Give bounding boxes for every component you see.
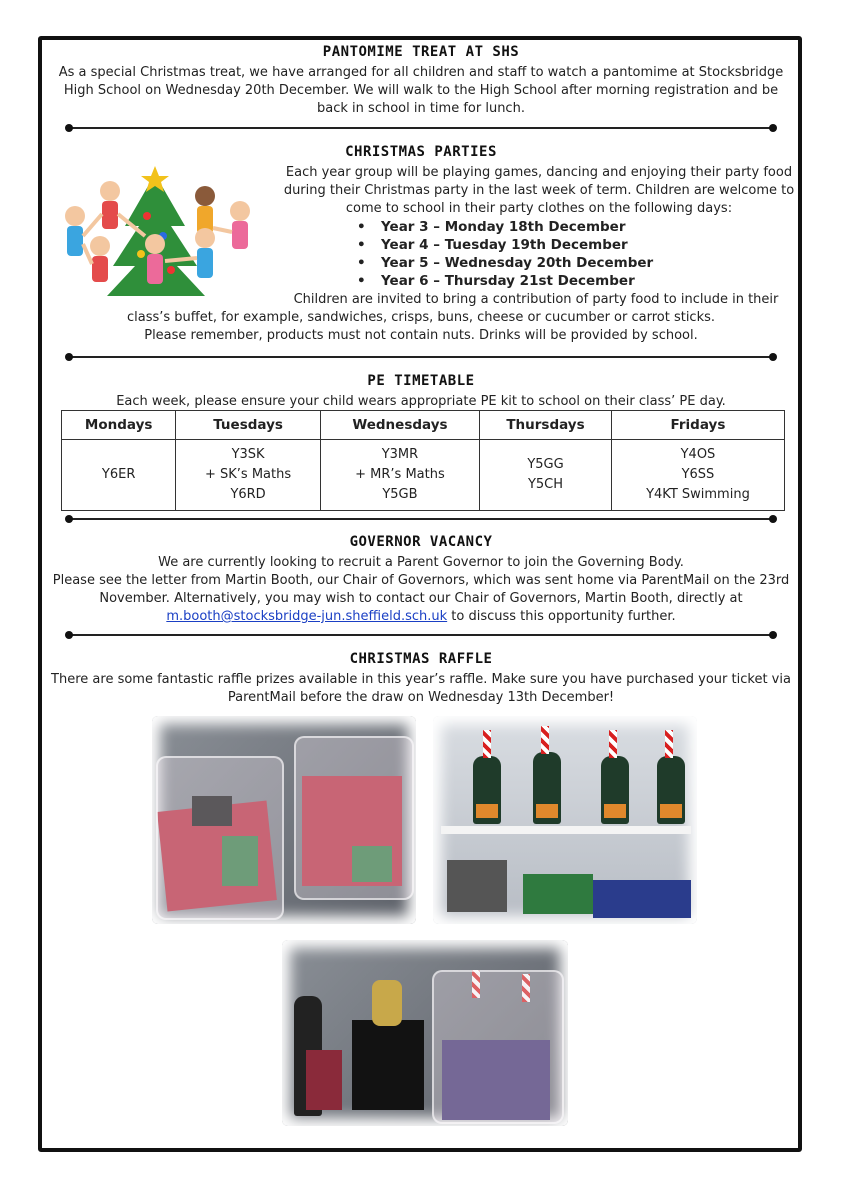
parties-outro (52, 291, 790, 345)
parties-heading: CHRISTMAS PARTIES (345, 144, 497, 160)
pe-class: Y3SK (231, 447, 265, 462)
section-divider (67, 127, 775, 129)
raffle-photo-gift-boxes (282, 940, 568, 1126)
party-days-list (355, 218, 653, 290)
pe-header-row (62, 411, 785, 440)
section-divider (67, 634, 775, 636)
pe-class: + SK’s Maths (205, 467, 292, 482)
pe-column-header: Tuesdays (176, 411, 321, 440)
parties-intro-line: come to school in their party clothes on the following days: (345, 201, 733, 216)
governor-line-suffix: to discuss this opportunity further. (447, 609, 676, 624)
governor-heading: GOVERNOR VACANCY (349, 534, 493, 550)
pe-column-header: Thursdays (480, 411, 612, 440)
raffle-text (48, 671, 794, 707)
pe-class: Y6SS (681, 467, 715, 482)
governor-line: Please see the letter from Martin Booth, our Chair of Governors, which was sent home via ParentMail on the 23rd (52, 573, 790, 588)
pe-class: Y4KT Swimming (646, 487, 750, 502)
raffle-line: There are some fantastic raffle prizes available in this year’s raffle. Make sure you have purchased your ticket via (51, 672, 791, 687)
parties-intro (278, 164, 800, 218)
parties-intro-line: during their Christmas party in the last week of term. Children are welcome to (283, 183, 795, 198)
pe-timetable (61, 410, 785, 511)
pantomime-line: As a special Christmas treat, we have arranged for all children and staff to watch a pantomime at Stocksbridge (58, 65, 784, 80)
raffle-photo-bottles (433, 716, 697, 924)
pe-class: + MR’s Maths (355, 467, 445, 482)
pe-heading: PE TIMETABLE (367, 373, 475, 389)
parties-outro-line: Children are invited to bring a contribution of party food to include in their (293, 292, 779, 307)
pantomime-text (52, 64, 790, 118)
parties-intro-line: Each year group will be playing games, dancing and enjoying their party food (285, 165, 793, 180)
pe-class: Y3MR (381, 447, 419, 462)
pe-class: Y5GB (382, 487, 418, 502)
party-day-item: • Year 5 – Wednesday 20th December (355, 254, 653, 272)
pantomime-line: back in school in time for lunch. (317, 101, 525, 116)
raffle-photo-hampers (152, 716, 416, 924)
pe-cell-tuesday (176, 440, 321, 511)
raffle-heading: CHRISTMAS RAFFLE (349, 651, 493, 667)
governor-text (48, 554, 794, 626)
pe-cell-wednesday (320, 440, 479, 511)
pe-class: Y4OS (680, 447, 716, 462)
section-divider (67, 518, 775, 520)
party-day-item: • Year 3 – Monday 18th December (355, 218, 653, 236)
pe-cell-thursday (480, 440, 612, 511)
governor-line: November. Alternatively, you may wish to contact our Chair of Governors, Martin Booth, directly at (99, 591, 743, 606)
governor-line (48, 608, 794, 626)
pe-class-row (62, 440, 785, 511)
raffle-line: ParentMail before the draw on Wednesday 13th December! (227, 690, 615, 705)
pantomime-line: High School on Wednesday 20th December. We will walk to the High School after morning registration and be (63, 83, 779, 98)
pantomime-heading: PANTOMIME TREAT AT SHS (322, 44, 520, 60)
party-day-item: • Year 4 – Tuesday 19th December (355, 236, 653, 254)
parties-outro-line: Please remember, products must not contain nuts. Drinks will be provided by school. (144, 328, 698, 343)
governor-email-link[interactable]: m.booth@stocksbridge-jun.sheffield.sch.uk (166, 609, 448, 624)
pe-column-header: Mondays (62, 411, 176, 440)
governor-line: We are currently looking to recruit a Parent Governor to join the Governing Body. (158, 555, 684, 570)
pe-column-header: Fridays (611, 411, 784, 440)
section-divider (67, 356, 775, 358)
pe-intro: Each week, please ensure your child wears appropriate PE kit to school on their class’ PE day. (116, 394, 726, 409)
pe-class: Y6ER (101, 467, 136, 482)
pe-class: Y6RD (230, 487, 266, 502)
parties-outro-line: class’s buffet, for example, sandwiches, crisps, buns, cheese or cucumber or carrot sticks. (126, 310, 716, 325)
pe-column-header: Wednesdays (320, 411, 479, 440)
pe-cell-monday (62, 440, 176, 511)
party-day-item: • Year 6 – Thursday 21st December (355, 272, 653, 290)
children-christmas-tree-illustration (55, 166, 267, 302)
pe-class: Y5CH (527, 477, 564, 492)
pe-class: Y5GG (527, 457, 564, 472)
pe-cell-friday (611, 440, 784, 511)
